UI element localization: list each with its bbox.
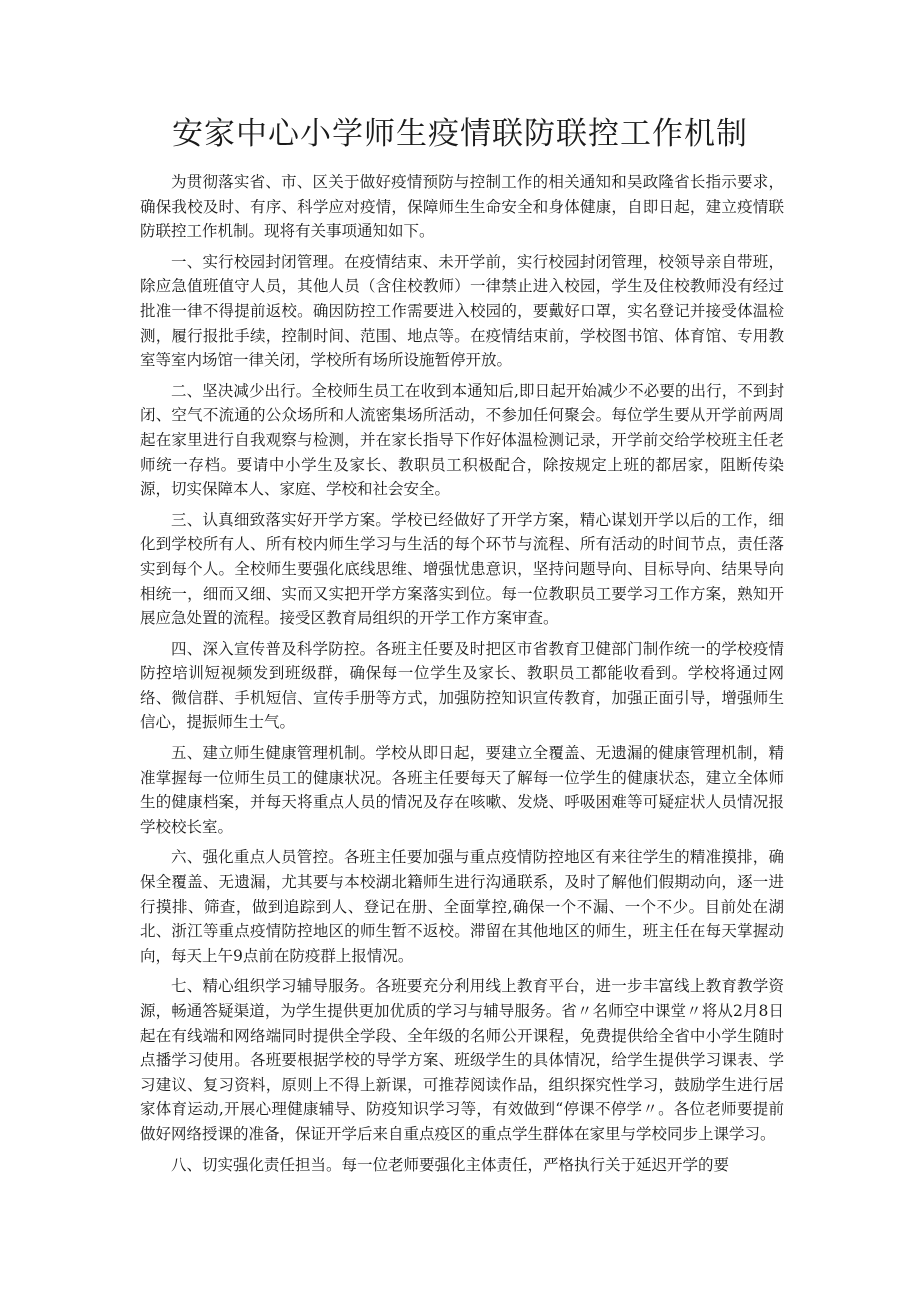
paragraph-intro: 为贯彻落实省、市、区关于做好疫情预防与控制工作的相关通知和吴政隆省长指示要求，确保我校及时、有序、科学应对疫情，保障师生生命安全和身体健康，自即日起，建立疫情联防联控工作机制。现将有关事项通知如下。 [140,173,784,241]
paragraph-section-5: 五、建立师生健康管理机制。学校从即日起，要建立全覆盖、无遗漏的健康管理机制，精准掌握每一位师生员工的健康状况。各班主任要每天了解每一位学生的健康状态，建立全体师生的健康档案，并每天将重点人员的情况及存在咳嗽、发烧、呼吸困难等可疑症状人员情况报学校校长室。 [140,744,784,836]
document-body [140,170,784,1183]
document-title: 安家中心小学师生疫情联防联控工作机制 [172,116,748,152]
paragraph-section-6: 六、强化重点人员管控。各班主任要加强与重点疫情防控地区有来往学生的精准摸排，确保全覆盖、无遗漏，尤其要与本校湖北籍师生进行沟通联系，及时了解他们假期动向，逐一进行摸排、筛查，做到追踪到人、登记在册、全面掌控,确保一个不漏、一个不少。目前处在湖北、浙江等重点疫情防控地区的师生暂不返校。滞留在其他地区的师生，班主任在每天掌握动向，每天上午9点前在防疫群上报情况。 [140,848,784,965]
paragraph-section-7: 七、精心组织学习辅导服务。各班要充分利用线上教育平台，进一步丰富线上教育教学资源，畅通答疑渠道，为学生提供更加优质的学习与辅导服务。省〃名师空中课堂〃将从2月8日起在有线端和网络端同时提供全学段、全年级的名师公开课程，免费提供给全省中小学生随时点播学习使用。各班要根据学校的导学方案、班级学生的具体情况，给学生提供学习课表、学习建议、复习资料，原则上不得上新课，可推荐阅读作品，组织探究性学习，鼓励学生进行居家体育运动,开展心理健康辅导、防疫知识学习等，有效做到“停课不停学〃。各位老师要提前做好网络授课的准备，保证开学后来自重点疫区的重点学生群体在家里与学校同步上课学习。 [140,977,784,1143]
paragraph-section-1: 一、实行校园封闭管理。在疫情结束、未开学前，实行校园封闭管理，校领导亲自带班，除应急值班值守人员，其他人员（含住校教师）一律禁止进入校园，学生及住校教师没有经过批准一律不得提前返校。确因防控工作需要进入校园的，要戴好口罩，实名登记并接受体温检测，履行报批手续，控制时间、范围、地点等。在疫情结束前，学校图书馆、体育馆、专用教室等室内场馆一律关闭，学校所有场所设施暂停开放。 [140,252,784,370]
paragraph-section-8: 八、切实强化责任担当。每一位老师要强化主体责任，严格执行关于延迟开学的要 [171,1155,730,1174]
paragraph-section-2: 二、坚决减少出行。全校师生员工在收到本通知后,即日起开始减少不必要的出行，不到封闭、空气不流通的公众场所和人流密集场所活动，不参加任何聚会。每位学生要从开学前两周起在家里进行自我观察与检测，并在家长指导下作好体温检测记录，开学前交给学校班主任老师统一存档。要请中小学生及家长、教职员工积极配合，除按规定上班的都居家，阻断传染源，切实保障本人、家庭、学校和社会安全。 [140,381,784,499]
paragraph-section-4: 四、深入宣传普及科学防控。各班主任要及时把区市省教育卫健部门制作统一的学校疫情防控培训短视频发到班级群，确保每一位学生及家长、教职员工都能收看到。学校将通过网络、微信群、手机短信、宣传手册等方式，加强防控知识宣传教育，加强正面引导，增强师生信心，提振师生士气。 [140,639,784,732]
paragraph-section-3: 三、认真细致落实好开学方案。学校已经做好了开学方案，精心谋划开学以后的工作，细化到学校所有人、所有校内师生学习与生活的每个环节与流程、所有活动的时间节点，责任落实到每个人。全校师生要强化底线思维、增强忧患意识，坚持问题导向、目标导向、结果导向相统一，细而又细、实而又实把开学方案落实到位。每一位教职员工要学习工作方案，熟知开展应急处置的流程。接受区教育局组织的开学工作方案审查。 [140,510,784,628]
